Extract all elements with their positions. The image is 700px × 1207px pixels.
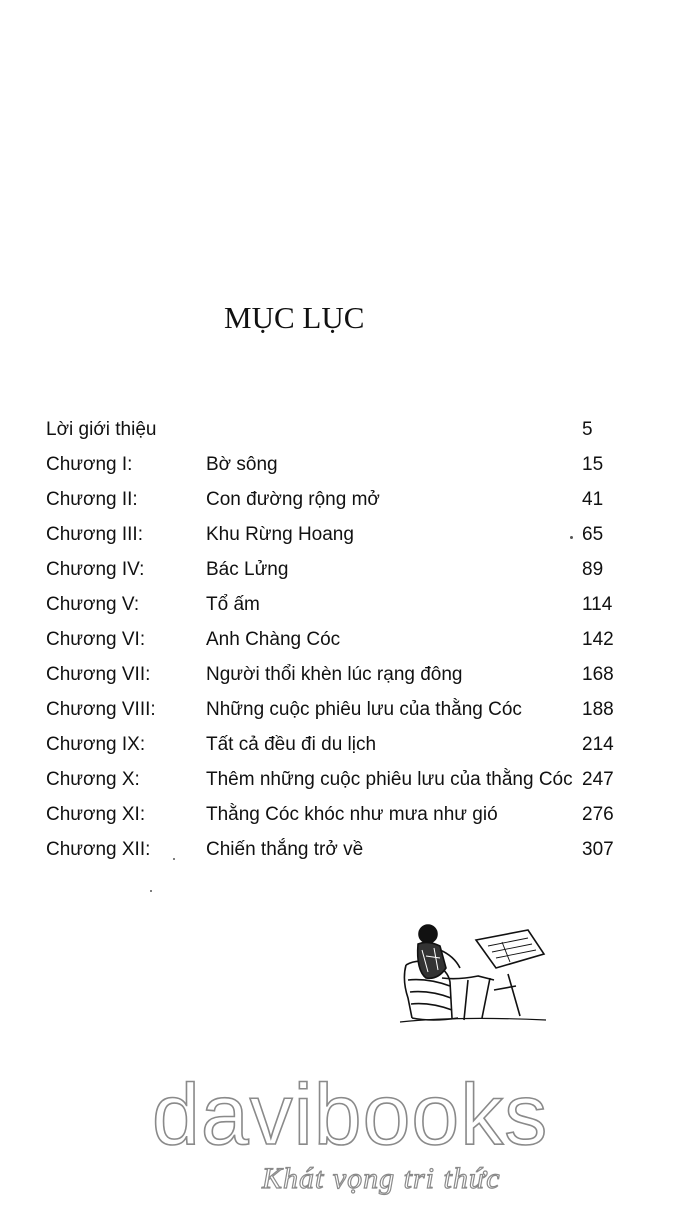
toc-row bbox=[0, 692, 700, 727]
toc-chapter: Chương IX: bbox=[46, 734, 146, 755]
toc-title: Anh Chàng Cóc bbox=[206, 629, 341, 650]
toc-title: Bác Lửng bbox=[206, 559, 289, 580]
toc-chapter: Chương III: bbox=[46, 524, 143, 545]
toc-page: 276 bbox=[582, 804, 614, 825]
toc-page: 5 bbox=[582, 419, 593, 440]
toc-title: Bờ sông bbox=[206, 454, 278, 475]
toc-title: Thêm những cuộc phiêu lưu của thằng Cóc bbox=[206, 769, 573, 790]
toc-row bbox=[0, 552, 700, 587]
table-of-contents bbox=[0, 412, 700, 867]
toc-page: 114 bbox=[582, 594, 613, 615]
toc-chapter: Lời giới thiệu bbox=[46, 419, 157, 440]
toc-row bbox=[0, 727, 700, 762]
toc-chapter: Chương II: bbox=[46, 489, 138, 510]
toc-title: Con đường rộng mở bbox=[206, 489, 380, 510]
toc-row bbox=[0, 482, 700, 517]
print-speck bbox=[570, 536, 573, 539]
toc-row-intro bbox=[0, 412, 700, 447]
toc-chapter: Chương XI: bbox=[46, 804, 146, 825]
toc-title: Thằng Cóc khóc như mưa như gió bbox=[206, 804, 498, 825]
toc-chapter: Chương VI: bbox=[46, 629, 146, 650]
toc-row bbox=[0, 447, 700, 482]
toc-chapter: Chương VIII: bbox=[46, 699, 156, 720]
toc-page: 307 bbox=[582, 839, 614, 860]
print-speck bbox=[173, 858, 175, 860]
toc-chapter: Chương X: bbox=[46, 769, 140, 790]
toc-page: 89 bbox=[582, 559, 604, 580]
toc-row bbox=[0, 762, 700, 797]
toc-title: Tất cả đều đi du lịch bbox=[206, 734, 377, 755]
toc-chapter: Chương I: bbox=[46, 454, 133, 475]
toc-title: Những cuộc phiêu lưu của thằng Cóc bbox=[206, 699, 522, 720]
toc-page: 65 bbox=[582, 524, 604, 545]
page-title: MỤC LỤC bbox=[224, 300, 365, 335]
toc-row bbox=[0, 657, 700, 692]
toc-page: 247 bbox=[582, 769, 614, 790]
toc-title: Người thổi khèn lúc rạng đông bbox=[206, 664, 463, 685]
toc-page: 188 bbox=[582, 699, 614, 720]
toc-page: 15 bbox=[582, 454, 604, 475]
toc-page: 41 bbox=[582, 489, 604, 510]
toc-page: 168 bbox=[582, 664, 614, 685]
toc-row bbox=[0, 587, 700, 622]
print-speck bbox=[150, 890, 152, 892]
toc-page: 142 bbox=[582, 629, 614, 650]
watermark-tagline: Khát vọng tri thức bbox=[262, 1162, 501, 1195]
toc-row bbox=[0, 797, 700, 832]
toc-title: Tổ ấm bbox=[206, 594, 260, 615]
toc-chapter: Chương VII: bbox=[46, 664, 151, 685]
toad-reading-map-icon bbox=[398, 920, 548, 1025]
watermark-brand: davibooks bbox=[152, 1067, 549, 1163]
toc-page: 214 bbox=[582, 734, 614, 755]
toc-title: Chiến thắng trở về bbox=[206, 839, 364, 860]
toc-row bbox=[0, 832, 700, 867]
toc-chapter: Chương XII: bbox=[46, 839, 151, 860]
toc-row bbox=[0, 517, 700, 552]
toc-chapter: Chương V: bbox=[46, 594, 140, 615]
toc-title: Khu Rừng Hoang bbox=[206, 524, 354, 545]
toc-row bbox=[0, 622, 700, 657]
toc-chapter: Chương IV: bbox=[46, 559, 145, 580]
